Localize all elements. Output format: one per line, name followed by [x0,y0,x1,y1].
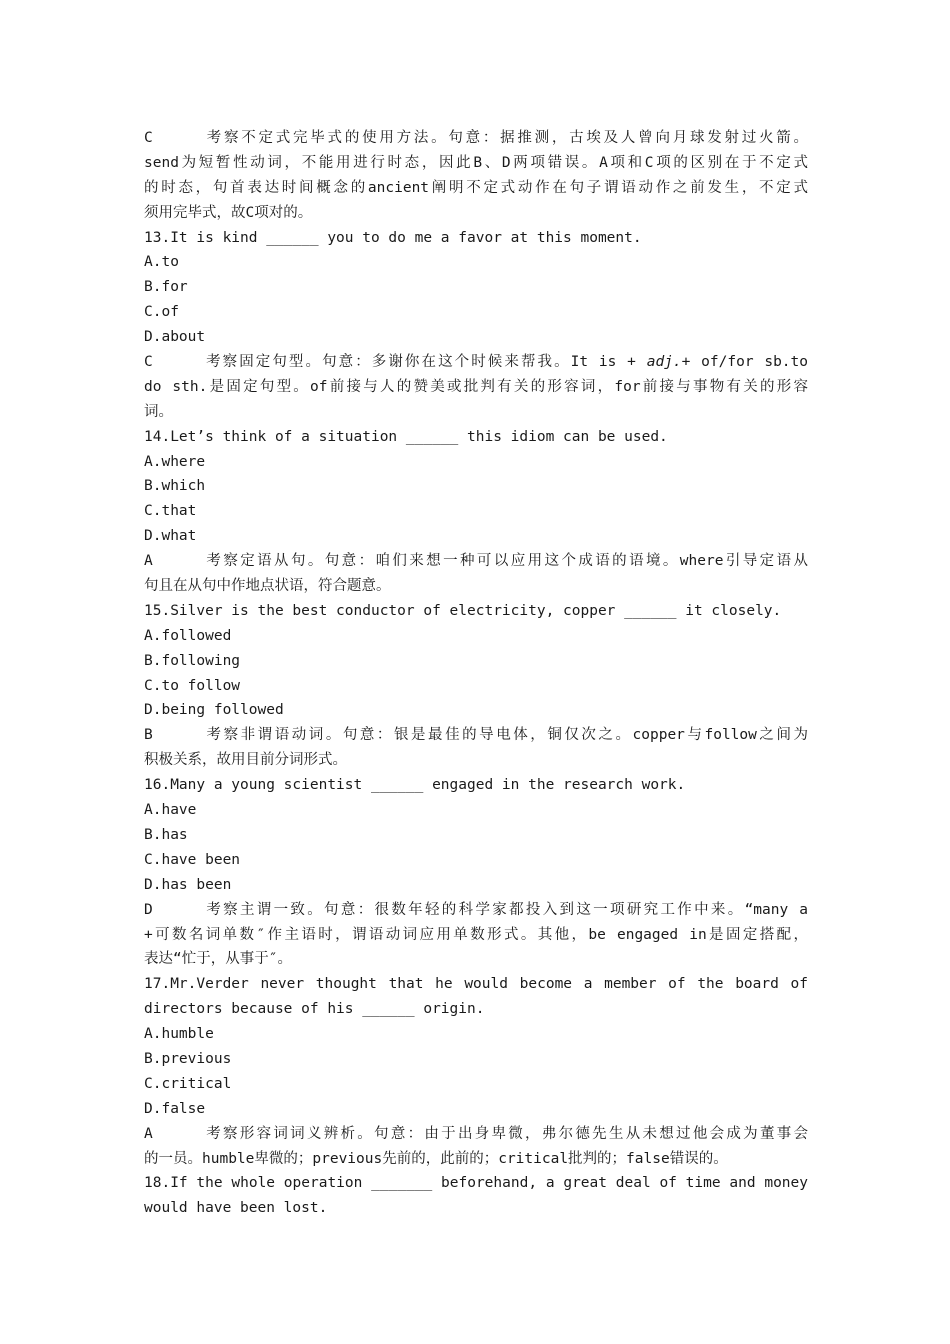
option-b: B.previous [144,1050,232,1067]
option-a: A.where [144,453,206,470]
option-b: B.following [144,652,241,669]
option-a: A.to [144,254,179,271]
question-18: 18.If the whole operation _______ beforehand, a great deal of time and money would have been lost. [144,1175,808,1217]
option-c: C.of [144,304,179,321]
option-b: B.has [144,826,188,843]
answer-key: C [144,130,153,146]
question-15: 15.Silver is the best conductor of electricity, copper ______ it closely. [144,602,782,619]
answer-key: D [144,901,153,918]
option-c: C.that [144,503,197,520]
answer-block: D 考察主谓一致。句意：很数年轻的科学家都投入到这一项研究工作中来。“many a +可数名词单数″作主语时，谓语动词应用单数形式。其他，be engaged in是固定搭配， 表达“忙于，从事于″。 [144,898,808,973]
option-d: D.false [144,1100,206,1117]
answer-block: B 考察非谓语动词。句意：银是最佳的导电体，铜仅次之。copper与follow之间为 积极关系，故用目前分词形式。 [144,723,808,773]
option-c: C.critical [144,1075,232,1092]
answer-block: C 考察固定句型。句意：多谢你在这个时候来帮我。It is + adj.+ of/for sb.to do sth.是固定句型。of前接与人的赞美或批判有关的形容词，for前接与事物有关的形容 词。 [144,350,808,425]
answer-key: B [144,727,153,744]
answer-key: A [144,553,153,570]
option-c: C.have been [144,851,241,868]
option-b: B.which [144,478,206,495]
option-a: A.humble [144,1026,214,1043]
option-b: B.for [144,279,188,296]
answer-block: A 考察形容词词义辨析。句意：由于出身卑微，弗尔德先生从未想过他会成为董事会 的一员。humble卑微的；previous先前的，此前的；critical批判的；false错误的。 [144,1122,808,1172]
option-a: A.followed [144,627,232,644]
answer-key: C [144,354,153,371]
option-d: D.being followed [144,702,284,719]
option-d: D.what [144,528,197,545]
question-13: 13.It is kind ______ you to do me a favor at this moment. [144,229,642,246]
option-d: D.has been [144,876,232,893]
option-c: C.to follow [144,677,241,694]
question-17: 17.Mr.Verder never thought that he would become a member of the board of directors because of his ______ origin. [144,976,808,1018]
answer-block: C 考察不定式完毕式的使用方法。句意：据推测，古埃及人曾向月球发射过火箭。 send为短暂性动词，不能用进行时态，因此B、D两项错误。A项和C项的区别在于不定式 的时态，句首表达时间概念的ancient阐明不定式动作在句子谓语动作之前发生，不定式 须用完毕式，故C项对的。 [144,126,808,226]
question-16: 16.Many a young scientist ______ engaged in the research work. [144,777,686,794]
answer-key: A [144,1125,153,1142]
option-a: A.have [144,802,197,819]
document-page [144,126,808,1221]
answer-block: A 考察定语从句。句意：咱们来想一种可以应用这个成语的语境。where引导定语从 句且在从句中作地点状语，符合题意。 [144,549,808,599]
question-14: 14.Let’s think of a situation ______ this idiom can be used. [144,428,668,445]
option-d: D.about [144,329,206,346]
